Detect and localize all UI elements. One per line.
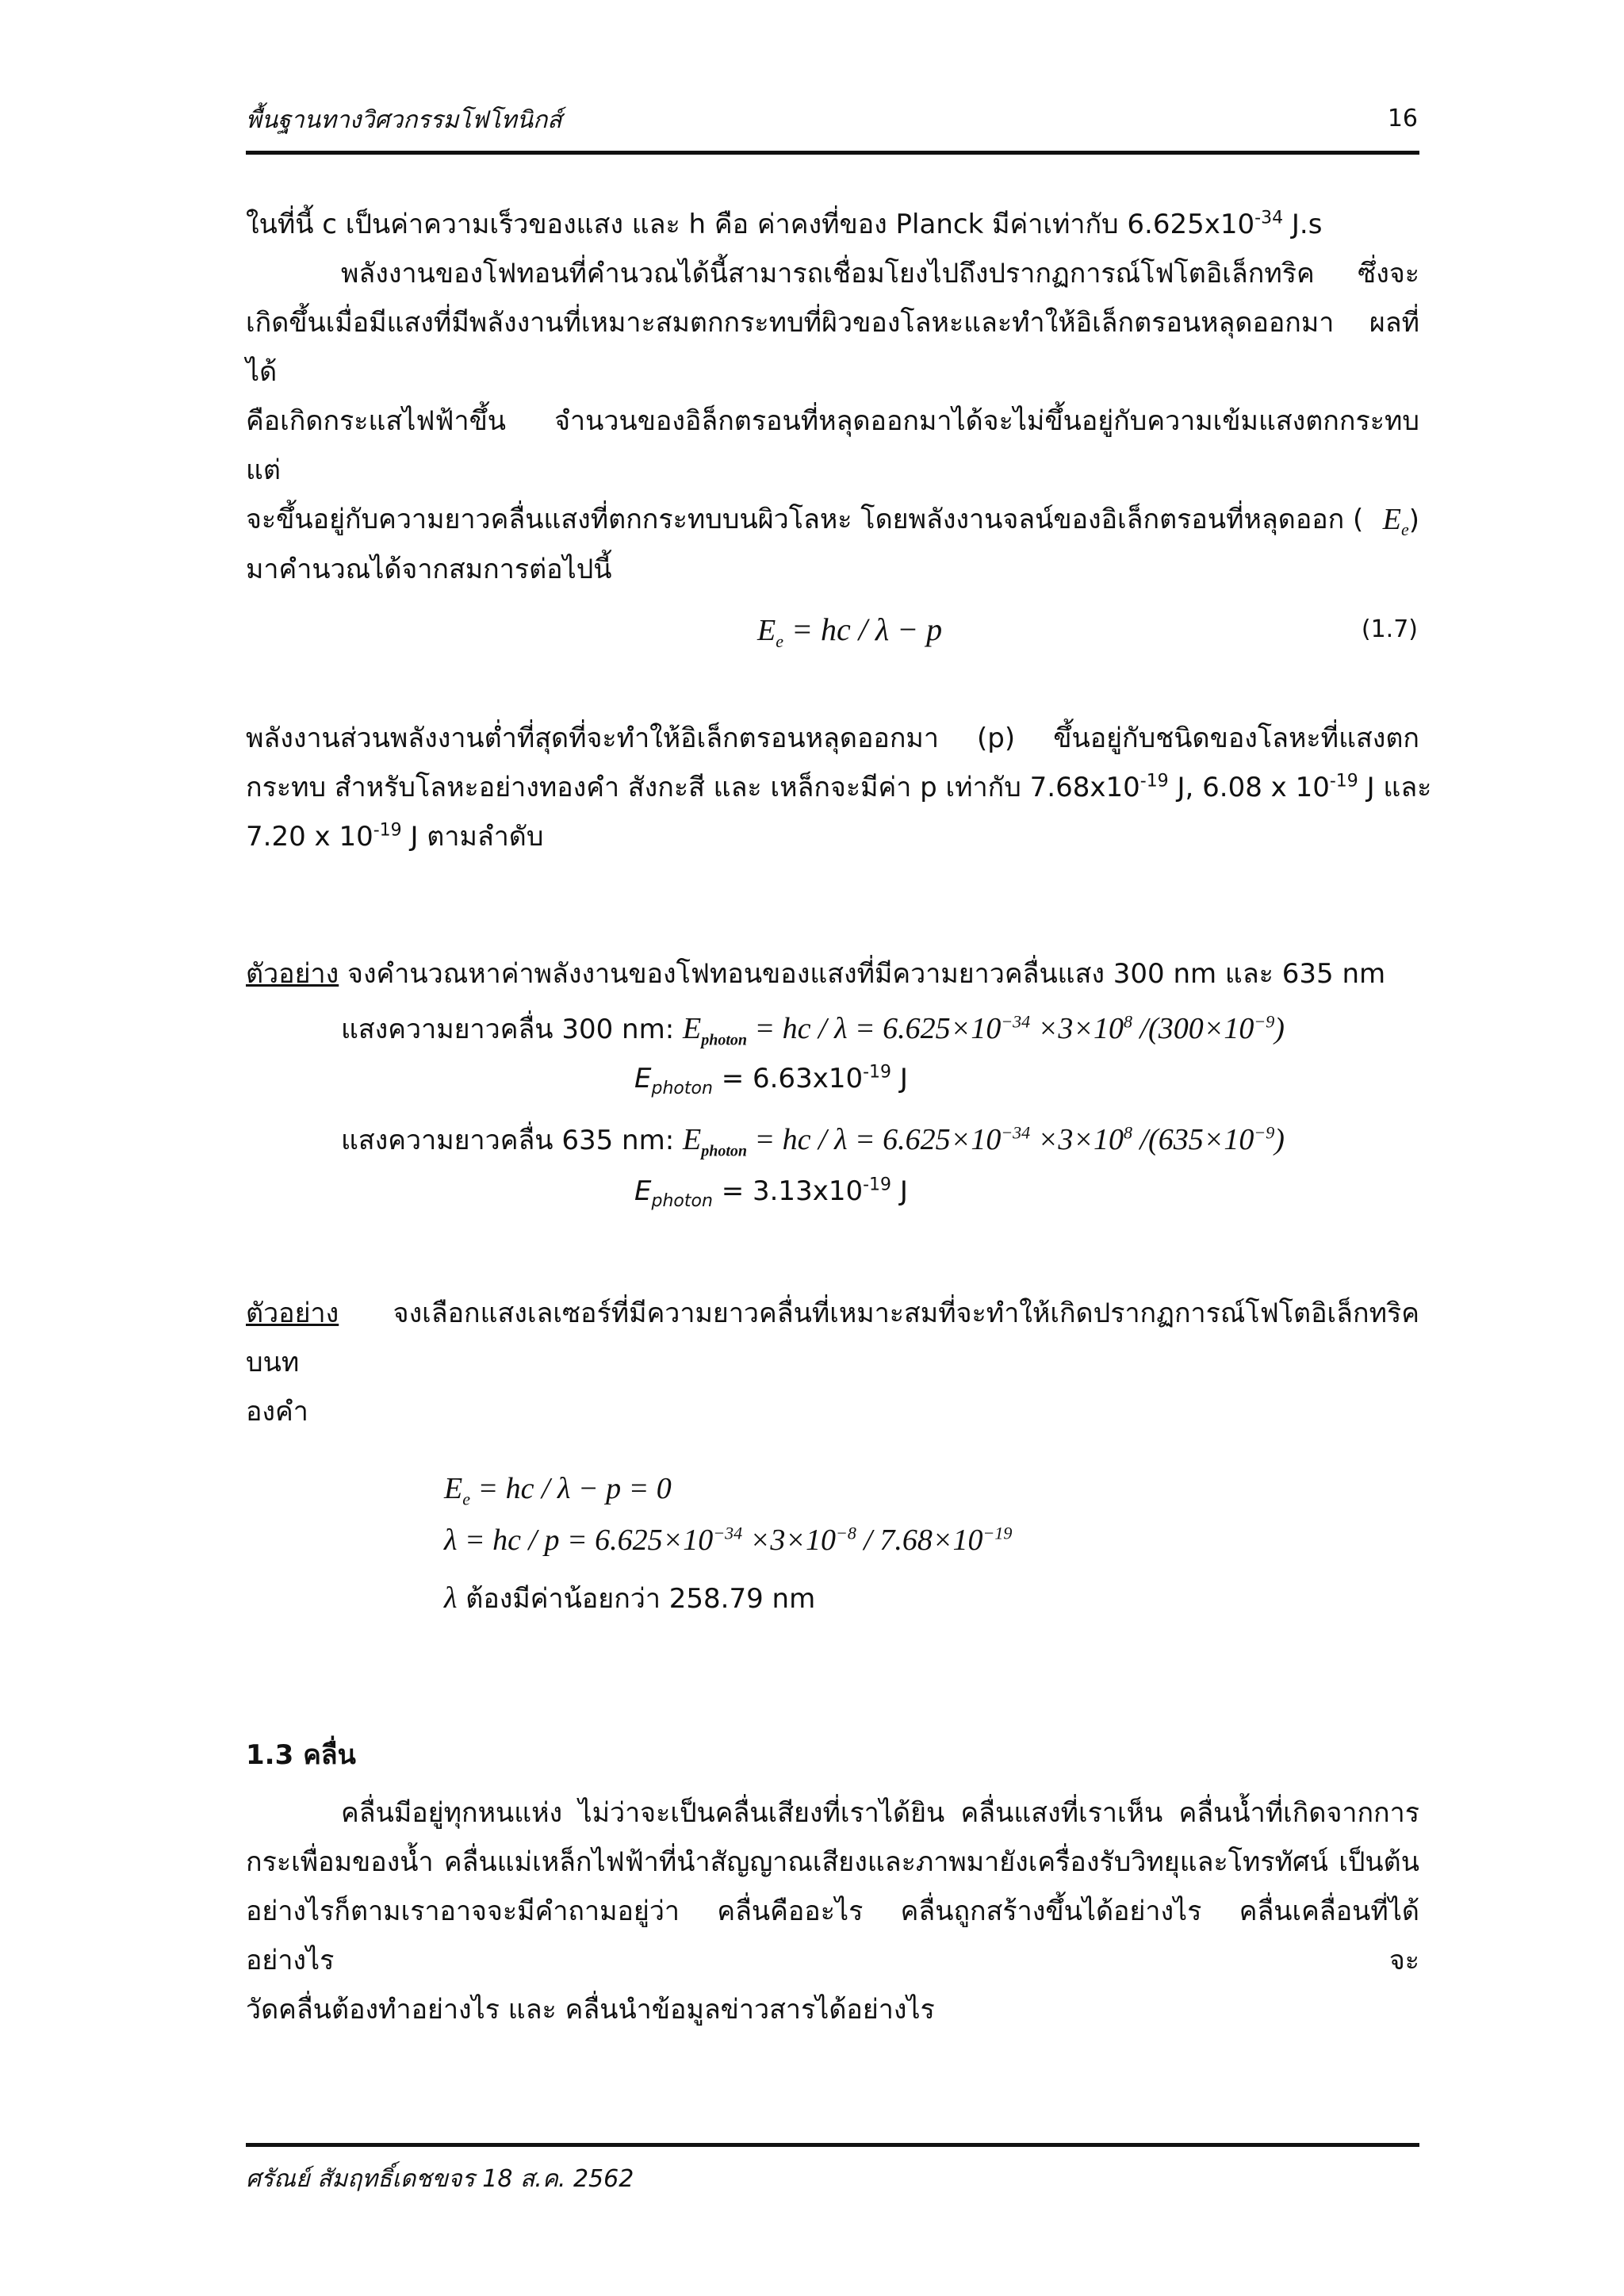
section-line4: วัดคลื่นต้องทำอย่างไร และ คลื่นนำข้อมูลข่าวสารได้อย่างไร <box>246 1994 935 2026</box>
example1-case1-equation: แสงความยาวคลื่น 300 nm: $E_{photon}$ = hc / $\lambda = 6.625\times 10^{-34} \times 3\times 10^8$ $/(300\times 10^{-9})$ <box>341 1011 1285 1049</box>
example1-case1-result: $E_{photon} = 6.63x10^{-19}$ J <box>634 1062 908 1098</box>
para2-line1: พลังงานส่วนพลังงานต่ำที่สุดที่จะทำให้อิเล็กตรอนหลุดออกมา (p) ขึ้นอยู่กับชนิดของโลหะที่แสงตก <box>246 723 1419 754</box>
example2-question-line2: องคำ <box>246 1396 308 1428</box>
example2-equation-2: λ = hc / $p = 6.625\times 10^{-34} \times 3\times 10^{-8} / 7.68\times 10^{-19}$ <box>444 1523 1013 1557</box>
para1-line4: คือเกิดกระแสไฟฟ้าขึ้น จำนวนของอิล็กตรอนที่หลุดออกมาได้จะไม่ขึ้นอยู่กับความเข้มแสงตกกระทบ แต่ <box>246 405 1419 486</box>
equation-1-7: $E_e$ = hc / λ − p <box>757 611 943 651</box>
footer-rule <box>246 2143 1419 2147</box>
equation-number: (1.7) <box>1361 615 1418 643</box>
para2-line2: กระทบ สำหรับโลหะอย่างทองคำ สังกะสี และ เหล็กจะมีค่า p เท่ากับ $7.68x10^{-19}$ J, 6.08 x $10^{-19}$ J และ <box>246 771 1432 803</box>
example-label: ตัวอย่าง <box>246 1297 339 1329</box>
section-line1: คลื่นมีอยู่ทุกหนแห่ง ไม่ว่าจะเป็นคลื่นเสียงที่เราได้ยิน คลื่นแสงที่เราเห็น คลื่นน้ำที่เกิดจากการ <box>341 1797 1419 1829</box>
section-heading: 1.3 คลื่น <box>246 1739 356 1771</box>
example2-equation-1: $E_e$ = hc / λ − p = 0 <box>444 1472 672 1509</box>
example1-case2-result: $E_{photon} = 3.13x10^{-19}$ J <box>634 1175 908 1211</box>
para1-line1: ในที่นี้ c เป็นค่าความเร็วของแสง และ h คือ ค่าคงที่ของ Planck มีค่าเท่ากับ $6.625x10^{-34}$ J.s <box>246 208 1323 240</box>
header-rule <box>246 151 1419 155</box>
example2-question <box>246 1289 1419 1436</box>
header-title: พื้นฐานทางวิศวกรรมโฟโทนิกส์ <box>246 106 562 134</box>
example-label: ตัวอย่าง <box>246 958 339 990</box>
para1-line2: พลังงานของโฟทอนที่คำนวณได้นี้สามารถเชื่อมโยงไปถึงปรากฏการณ์โฟโตอิเล็กทริค ซึ่งจะ <box>341 258 1419 289</box>
para1-line6: มาคำนวณได้จากสมการต่อไปนี้ <box>246 554 612 585</box>
section-line3: อย่างไรก็ตามเราอาจจะมีคำถามอยู่ว่า คลื่นคืออะไร คลื่นถูกสร้างขึ้นได้อย่างไร คลื่นเคลื่อนที่ได้อย่างไร จะ <box>246 1895 1419 1976</box>
example2-question-line1: ตัวอย่าง จงเลือกแสงเลเซอร์ที่มีความยาวคลื่นที่เหมาะสมที่จะทำให้เกิดปรากฏการณ์โฟโตอิเล็กทริคบนท <box>246 1297 1419 1378</box>
para1-line5: จะขึ้นอยู่กับความยาวคลื่นแสงที่ตกกระทบบนผิวโลหะ โดยพลังงานจลน์ของอิเล็กตรอนที่หลุดออก ( $E_e$) <box>246 503 1419 539</box>
paragraph-photon-energy <box>246 200 1419 594</box>
paragraph-work-function <box>246 714 1432 861</box>
page-number: 16 <box>1387 105 1418 132</box>
example1-question: ตัวอย่าง จงคำนวณหาค่าพลังงานของโฟทอนของแสงที่มีความยาวคลื่นแสง 300 nm และ 635 nm <box>246 958 1386 990</box>
footer-text: ศรัณย์ สัมฤทธิ์เดชขจร 18 ส.ค. 2562 <box>246 2165 634 2193</box>
para2-line3: 7.20 x $10^{-19}$ J ตามลำดับ <box>246 820 544 853</box>
para1-line3: เกิดขึ้นเมื่อมีแสงที่มีพลังงานที่เหมาะสมตกกระทบที่ผิวของโลหะและทำให้อิเล็กตรอนหลุดออกมา ผลที่ได้ <box>246 307 1419 388</box>
section-line2: กระเพื่อมของน้ำ คลื่นแม่เหล็กไฟฟ้าที่นำสัญญาณเสียงและภาพมายังเครื่องรับวิทยุและโทรทัศน์ เป็นต้น <box>246 1846 1419 1878</box>
section-paragraph <box>246 1788 1419 2034</box>
example1-case2-equation: แสงความยาวคลื่น 635 nm: $E_{photon}$ = hc / $\lambda = 6.625\times 10^{-34} \times 3\times 10^8$ $/(635\times 10^{-9})$ <box>341 1122 1285 1160</box>
example2-answer: λ ต้องมีค่าน้อยกว่า 258.79 nm <box>444 1581 816 1615</box>
